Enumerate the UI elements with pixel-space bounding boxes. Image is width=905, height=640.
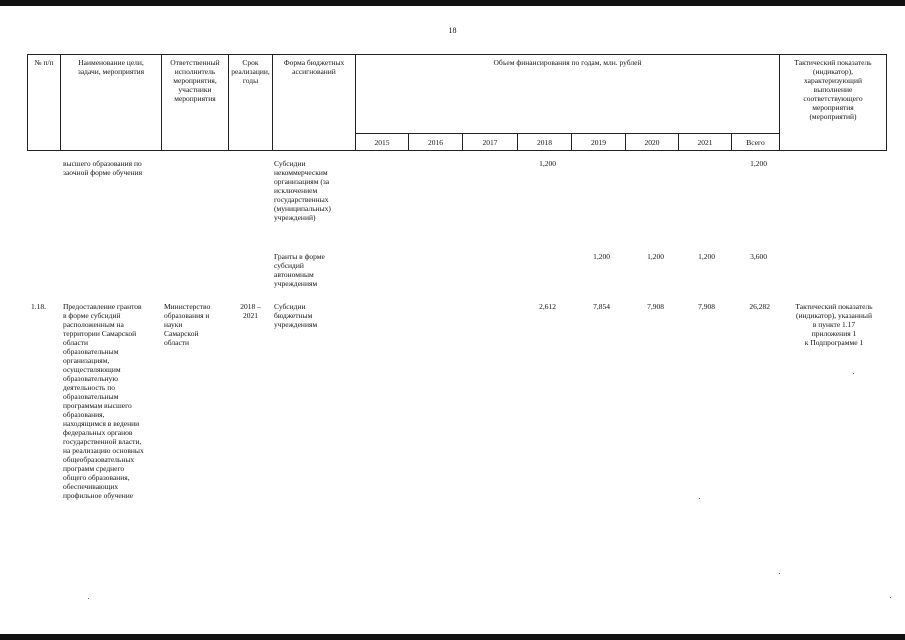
col-border-7 xyxy=(886,54,887,150)
scan-speck xyxy=(890,597,891,598)
year-2017: 2017 xyxy=(482,138,498,147)
year-2020: 2020 xyxy=(644,138,660,147)
value-2021: 1,200 xyxy=(698,252,715,261)
value-total: 1,200 xyxy=(750,159,767,168)
year-2016: 2016 xyxy=(428,138,443,147)
value-2021: 7,908 xyxy=(698,302,715,311)
header-volume: Объем финансирования по годам, млн. рублей xyxy=(493,58,642,67)
scan-speck xyxy=(779,573,780,574)
value-2019: 1,200 xyxy=(593,252,610,261)
header-responsible: Ответственный исполнитель мероприятия, участники мероприятия xyxy=(170,58,220,103)
row-name: высшего образования по заочной форме обучения xyxy=(63,159,143,177)
value-total: 26,282 xyxy=(749,302,770,311)
row-name: Предоставление грантов в форме субсидий расположенным на территории Самарской области образовательным организациям, осуществляющим образовательную деятельность по образовательным программам высшего образования, находящимся в ведении федеральных органов государственной власти, на реализацию основных общеобразовательных программ среднего общего образования, обеспечивающих профильное обучение xyxy=(63,302,144,500)
page-number: 18 xyxy=(448,26,457,35)
value-total: 3,600 xyxy=(750,252,767,261)
header-indicator: Тактический показатель (индикатор), характеризующий выполнение соответствующего мероприятия (мероприятий) xyxy=(794,58,872,121)
header-name: Наименование цели, задачи, мероприятия xyxy=(77,58,145,76)
scan-speck xyxy=(88,598,89,599)
header-form: Форма бюджетных ассигнований xyxy=(283,58,345,76)
scan-speck xyxy=(853,373,854,374)
value-2018: 1,200 xyxy=(539,159,556,168)
header-term: Срок реализации, годы xyxy=(231,58,270,85)
header-bottom-border xyxy=(27,150,887,151)
col-border-0 xyxy=(27,54,28,150)
row-responsible: Министерство образования и науки Самарской области xyxy=(164,302,211,347)
table-top-border xyxy=(27,54,887,55)
row-indicator: Тактический показатель (индикатор), указанный в пункте 1.17 приложения 1 к Подпрограмме 1 xyxy=(795,302,873,347)
col-border-5 xyxy=(355,54,356,150)
value-2020: 1,200 xyxy=(647,252,664,261)
year-total: Всего xyxy=(746,138,765,147)
row-form: Субсидии бюджетным учреждениям xyxy=(274,302,318,329)
year-header-divider xyxy=(355,133,779,134)
scan-bottom-edge xyxy=(0,634,905,640)
header-num: № п/п xyxy=(34,58,54,67)
value-2018: 2,612 xyxy=(539,302,556,311)
scan-speck xyxy=(699,498,700,499)
year-2018: 2018 xyxy=(537,138,552,147)
year-2019: 2019 xyxy=(591,138,606,147)
row-form: Субсидии некоммерческим организациям (за исключением государственных (муниципальных) учреждений) xyxy=(274,159,331,222)
row-number: 1.18. xyxy=(31,302,46,311)
scan-top-edge xyxy=(0,0,905,6)
year-2021: 2021 xyxy=(697,138,713,147)
row-term: 2018 – 2021 xyxy=(240,302,261,320)
row-form: Гранты в форме субсидий автономным учреждениям xyxy=(274,252,325,288)
year-2015: 2015 xyxy=(374,138,390,147)
value-2020: 7,908 xyxy=(647,302,664,311)
value-2019: 7,854 xyxy=(593,302,610,311)
